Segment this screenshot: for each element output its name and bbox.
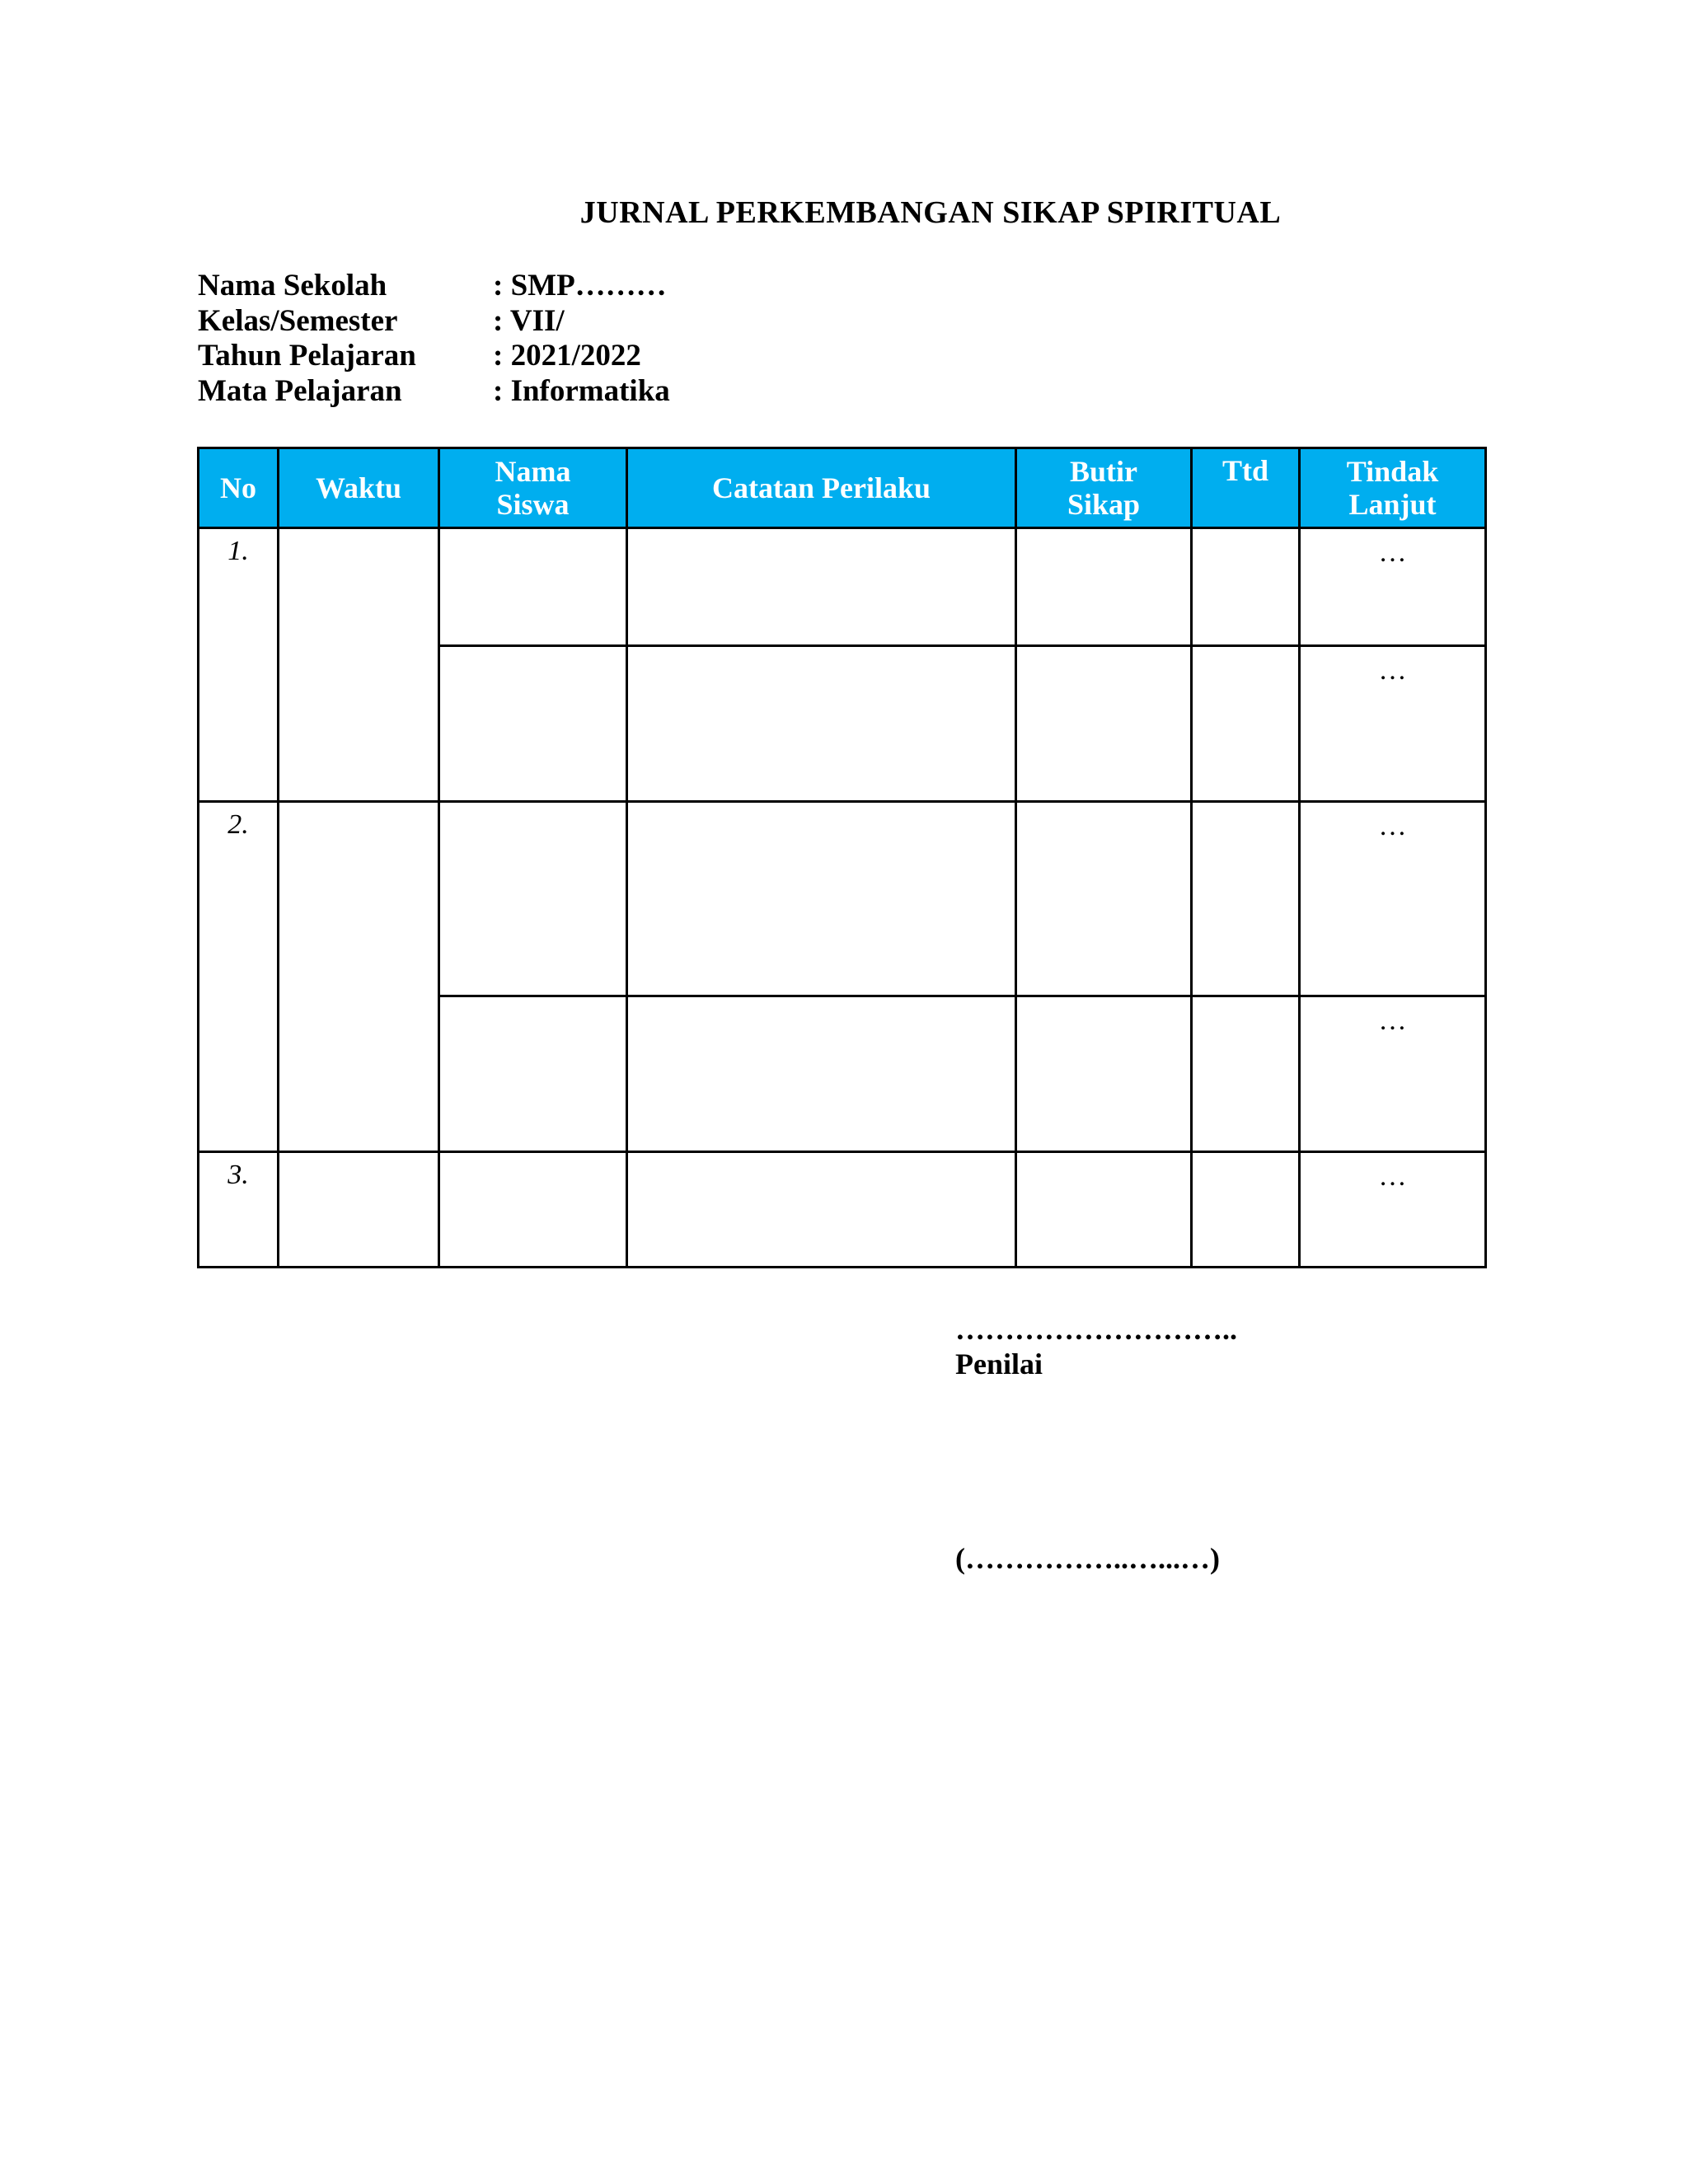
cell-catatan	[627, 528, 1016, 646]
cell-butir-sikap	[1016, 646, 1192, 802]
header-tindak-lanjut: Tindak Lanjut	[1300, 448, 1486, 528]
cell-ttd	[1192, 1152, 1300, 1268]
cell-butir-sikap	[1016, 528, 1192, 646]
cell-ttd	[1192, 996, 1300, 1152]
cell-nama-siswa	[439, 646, 627, 802]
signature-place-date: ………………………..	[955, 1313, 1237, 1346]
table-row	[199, 802, 1486, 996]
cell-butir-sikap	[1016, 1152, 1192, 1268]
signature-block	[955, 1312, 1237, 1381]
table-row	[199, 528, 1486, 646]
signature-name: (……………..…...…)	[955, 1542, 1220, 1575]
header-no: No	[199, 448, 279, 528]
cell-catatan	[627, 646, 1016, 802]
cell-ttd	[1192, 646, 1300, 802]
header-butir-sikap: Butir Sikap	[1016, 448, 1192, 528]
cell-nama-siswa	[439, 1152, 627, 1268]
cell-nama-siswa	[439, 996, 627, 1152]
row-number: 3.	[199, 1152, 279, 1268]
header-waktu: Waktu	[279, 448, 439, 528]
cell-tindak-lanjut: …	[1300, 1152, 1486, 1268]
info-row-class	[198, 304, 670, 340]
header-nama-siswa: Nama Siswa	[439, 448, 627, 528]
info-value: : 2021/2022	[493, 339, 641, 373]
info-value: : Informatika	[493, 373, 670, 408]
cell-ttd	[1192, 802, 1300, 996]
cell-ttd	[1192, 528, 1300, 646]
cell-nama-siswa	[439, 802, 627, 996]
cell-tindak-lanjut: …	[1300, 528, 1486, 646]
row-number: 2.	[199, 802, 279, 1152]
cell-nama-siswa	[439, 528, 627, 646]
cell-tindak-lanjut: …	[1300, 802, 1486, 996]
signature-role: Penilai	[955, 1347, 1043, 1380]
document-info	[198, 269, 670, 409]
cell-catatan	[627, 1152, 1016, 1268]
info-label: Kelas/Semester	[198, 303, 398, 338]
cell-tindak-lanjut: …	[1300, 996, 1486, 1152]
info-row-year	[198, 339, 670, 374]
info-value: : SMP………	[493, 269, 667, 302]
cell-catatan	[627, 996, 1016, 1152]
cell-tindak-lanjut: …	[1300, 646, 1486, 802]
cell-waktu	[279, 1152, 439, 1268]
info-label: Tahun Pelajaran	[198, 339, 416, 373]
info-label: Mata Pelajaran	[198, 373, 402, 408]
table-header-row	[199, 448, 1486, 528]
journal-table	[197, 447, 1487, 1268]
page-title: JURNAL PERKEMBANGAN SIKAP SPIRITUAL	[579, 195, 1282, 230]
info-row-school	[198, 269, 670, 304]
info-label: Nama Sekolah	[198, 269, 387, 302]
info-value: : VII/	[493, 303, 565, 338]
row-number: 1.	[199, 528, 279, 802]
table-row	[199, 1152, 1486, 1268]
cell-waktu	[279, 528, 439, 802]
cell-catatan	[627, 802, 1016, 996]
info-row-subject	[198, 374, 670, 410]
cell-waktu	[279, 802, 439, 1152]
header-ttd: Ttd	[1192, 448, 1300, 528]
cell-butir-sikap	[1016, 802, 1192, 996]
cell-butir-sikap	[1016, 996, 1192, 1152]
header-catatan-perilaku: Catatan Perilaku	[627, 448, 1016, 528]
